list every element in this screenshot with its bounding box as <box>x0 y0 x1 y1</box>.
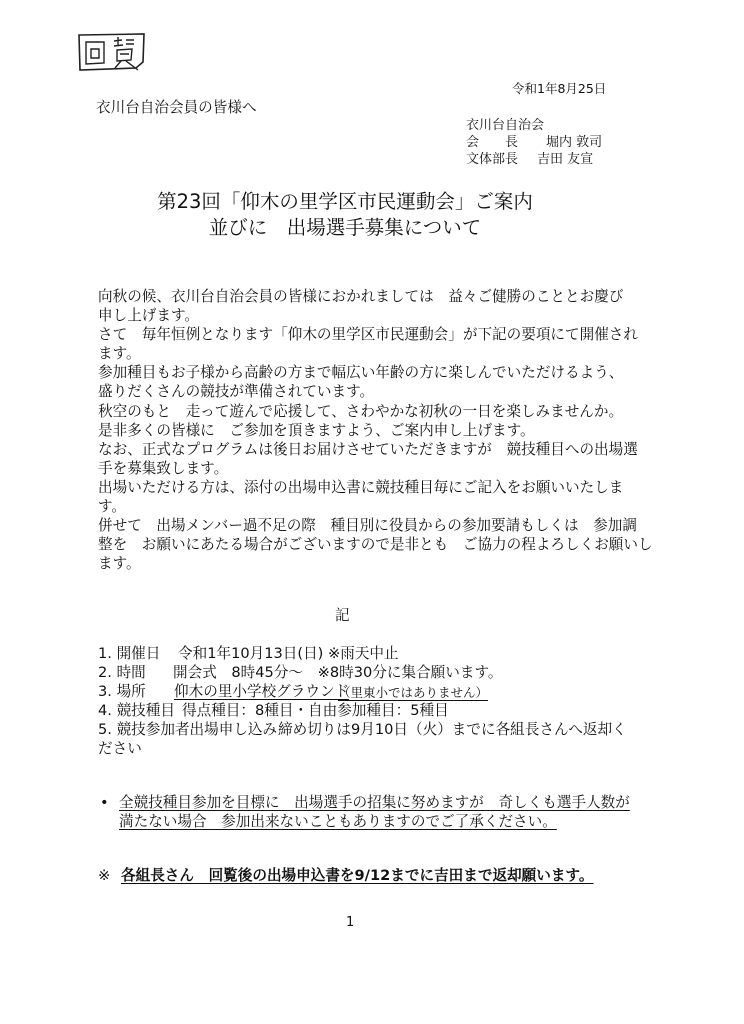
body-line: 整を お願いにあたる場合がございますので是非とも ご協力の程よろしくお願いし <box>98 536 653 553</box>
item-label: 3. 場所 <box>98 683 146 700</box>
item-label: 4. 競技種目 <box>98 702 175 719</box>
body-line: さて 毎年恒例となります「仰木の里学区市民運動会」が下記の要項にて開催され <box>98 326 638 343</box>
title-line-2: 並びに 出場選手募集について <box>208 216 482 239</box>
body-line: 申し上げます。 <box>98 307 199 324</box>
page-number: 1 <box>346 915 355 930</box>
sender-name-1: 堀内 敦司 <box>546 135 603 150</box>
sender-name-2: 吉田 友宣 <box>537 152 594 167</box>
body-line: 参加種目もお子様から高齢の方まで幅広い年齢の方に楽しんでいただけるよう、 <box>98 364 624 381</box>
title-line-1: 第23回「仰木の里学区市民運動会」ご案内 <box>157 190 533 213</box>
item-label: 5. 競技参加者出場申し込み <box>98 721 278 738</box>
addressee: 衣川台自治会員の皆様へ <box>96 99 257 116</box>
body-line: 是非多くの皆様に ご参加を頂きますよう、ご案内申し上げます。 <box>98 422 535 439</box>
bullet-line-1: 全競技種目参加を目標に 出場選手の招集に努めますが 奇しくも選手人数が <box>119 794 630 811</box>
item-value: 開会式 8時45分～ ※8時30分に集合願います。 <box>173 664 503 681</box>
body-line: 併せて 出場メンバー過不足の際 種目別に役員からの参加要請もしくは 参加調 <box>98 517 637 534</box>
body-line: 出場いただける方は、添付の出場申込書に競技種目毎にご記入をお願いいたしま <box>98 479 624 496</box>
item-value: 令和1年10月13日(日) ※雨天中止 <box>178 645 399 662</box>
kairan-stamp <box>76 32 148 74</box>
ki-heading: 記 <box>335 607 350 624</box>
notice-text: 各組長さん 回覧後の出場申込書を9/12までに吉田まで返却願います。 <box>121 867 594 884</box>
item-value-cont: ださい <box>98 740 142 757</box>
item-value: 得点種目：8種目・自由参加種目：5種目 <box>182 702 449 719</box>
body-line: 向秋の候、衣川台自治会員の皆様におかれましては 益々ご健勝のこととお慶び <box>98 288 624 305</box>
item-note: （里東小ではありません） <box>338 685 489 700</box>
body-line: ます。 <box>98 555 141 572</box>
body-line: す。 <box>98 498 127 515</box>
item-value: 締め切りは9月10日（火）までに各組長さんへ返却く <box>278 721 627 738</box>
notice-mark: ※ <box>98 867 111 884</box>
item-value: 仰木の里小学校グラウンド <box>174 683 350 700</box>
document-date: 令和1年8月25日 <box>512 81 607 96</box>
body-line: 盛りだくさんの競技が準備されています。 <box>98 383 375 400</box>
bullet-line-2: 満たない場合 参加出来ないこともありますのでご了承ください。 <box>119 813 557 830</box>
sender-role-2: 文体部長 <box>466 152 519 167</box>
body-line: 秋空のもと 走って遊んで応援して、さわやかな初秋の一日を楽しみませんか。 <box>98 403 624 420</box>
body-line: 手を募集致します。 <box>98 460 229 477</box>
sender-role-1: 会 長 <box>466 135 519 150</box>
sender-org: 衣川台自治会 <box>466 118 545 133</box>
body-line: ます。 <box>98 345 141 362</box>
item-label: 1. 開催日 <box>98 645 161 662</box>
item-label: 2. 時間 <box>98 664 146 681</box>
body-line: なお、正式なプログラムは後日お届けさせていただきますが 競技種目への出場選 <box>98 441 638 458</box>
bullet-mark: • <box>100 794 109 811</box>
